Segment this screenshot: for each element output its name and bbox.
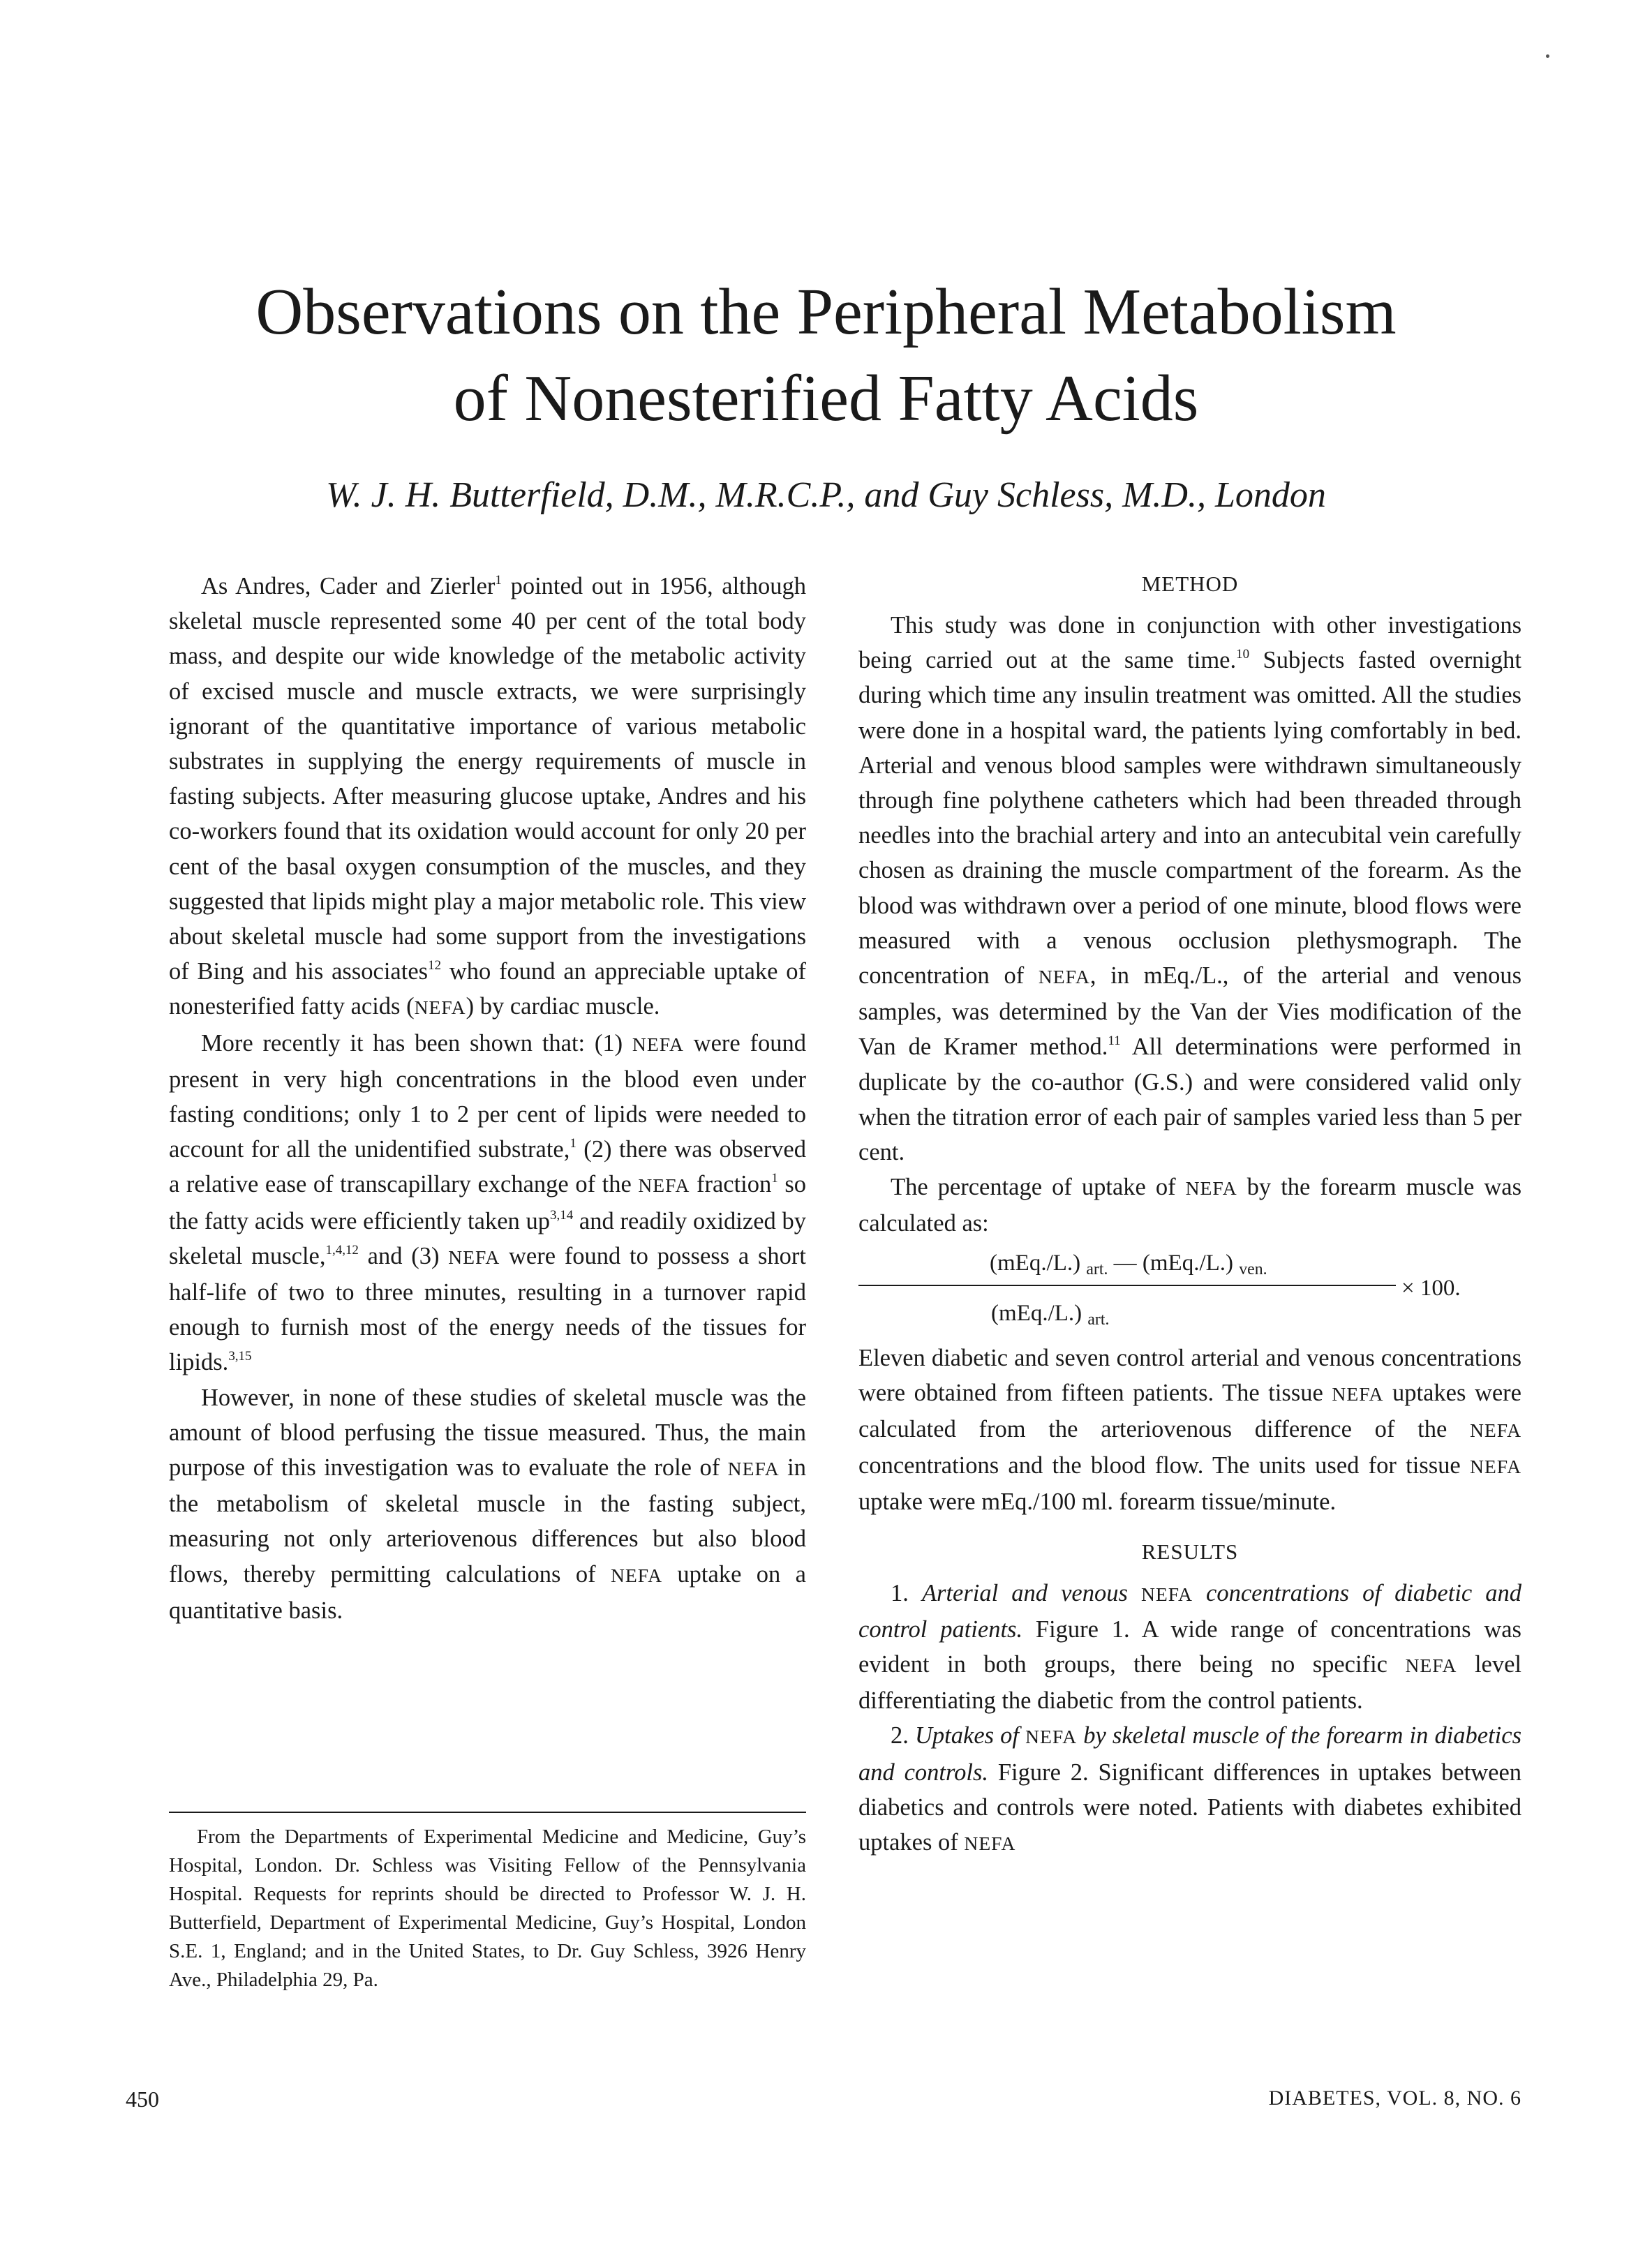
intro-paragraph-1: As Andres, Cader and Zierler$^1$ pointed out in 1956, although skeletal muscle represented some 40 per cent of the total body mass, and despite our wide knowledge of the metabolic activity of excised muscle and muscle extracts, we were surprisingly ignorant of the quantitative importance of various metabolic substrates in supplying the energy requirements of muscle in fasting subjects. After measuring glucose uptake, Andres and his co-workers found that its oxidation would account for only 20 per cent of the basal oxygen consumption of the muscles, and they suggested that lipids might play a major metabolic role. This view about skeletal muscle had some support from the investigations of Bing and his associates$^{12}$ who found an appreciable uptake of nonesterified fatty acids (NEFA) by cardiac muscle.	[169, 572, 807, 1020]
page-number: 450	[126, 2087, 159, 2112]
affiliation-footnote: From the Departments of Experimental Medicine and Medicine, Guy’s Hospital, London. Dr. Schless was Visiting Fellow of the Pennsylvania Hospital. Requests for reprints should be directed to Professor W. J. H. Butterfield, Department of Experimental Medicine, Guy’s Hospital, London S.E. 1, England; and in the United States, to Dr. Guy Schless, 3926 Henry Ave., Philadelphia 29, Pa.	[169, 1812, 806, 1994]
formula-denominator: (mEq./L.) $_{art.}$	[991, 1300, 1110, 1329]
title-line-1: Observations on the Peripheral Metabolism	[255, 276, 1397, 348]
author-byline: W. J. H. Butterfield, D.M., M.R.C.P., and Guy Schless, M.D., London	[326, 475, 1326, 515]
intro-paragraph-3: However, in none of these studies of skeletal muscle was the amount of blood perfusing the tissue measured. Thus, the main purpose of this investigation was to evaluate the role of NEFA in the metabolism of skeletal muscle in the fasting subject, measuring not only arteriovenous differences but also blood flows, thereby permitting calculations of NEFA uptake on a quantitative basis.	[169, 1384, 806, 1624]
intro-paragraph-2: More recently it has been shown that: (1) NEFA were found present in very high concentrations in the blood even under fasting conditions; only 1 to 2 per cent of lipids were needed to account for all the unidentified substrate,$^1$ (2) there was observed a relative ease of transcapillary exchange of the NEFA fraction$^1$ so the fatty acids were efficiently taken up$^{3,14}$ and readily oxidized by skeletal muscle,$^{1,4,12}$ and (3) NEFA were found to possess a short half-life of two to three minutes, resulting in a turnover rapid enough to furnish most of the energy needs of the tissues for lipids.$^{3,15}$	[169, 1029, 806, 1376]
left-column	[169, 569, 806, 1628]
formula-multiplier: × 100.	[1401, 1275, 1461, 1301]
method-paragraph-3: Eleven diabetic and seven control arterial and venous concentrations were obtained from fifteen patients. The tissue NEFA uptakes were calculated from the arteriovenous difference of the NEFA concentrations and the blood flow. The units used for tissue NEFA uptake were mEq./100 ml. forearm tissue/minute.	[858, 1344, 1521, 1516]
uptake-formula	[858, 1241, 1521, 1341]
results-heading: RESULTS	[1141, 1539, 1239, 1564]
title-line-2: of Nonesterified Fatty Acids	[453, 362, 1199, 435]
method-paragraph-2: The percentage of uptake of NEFA by the forearm muscle was calculated as:	[858, 1174, 1521, 1237]
article-title	[0, 269, 1652, 442]
results-paragraph-2: 2. Uptakes of NEFA by skeletal muscle of the forearm in diabetics and controls. Figure 2. Significant differences in uptakes between diabetics and controls were noted. Patients with diabetes exhibited uptakes of NEFA	[858, 1722, 1522, 1856]
formula-numerator: (mEq./L.) $_{art.}$ — (mEq./L.) $_{ven.}$	[990, 1250, 1267, 1278]
journal-running-foot: DIABETES, VOL. 8, NO. 6	[1268, 2087, 1521, 2110]
right-column	[858, 569, 1521, 1861]
page-speck	[1546, 54, 1549, 58]
method-heading: METHOD	[1141, 572, 1239, 596]
formula-fraction-bar	[858, 1285, 1396, 1286]
results-paragraph-1: 1. Arterial and venous NEFA concentrations of diabetic and control patients. Figure 1. A wide range of concentrations was evident in both groups, there being no specific NEFA level differentiating the diabetic from the control patients.	[858, 1579, 1522, 1715]
method-paragraph-1: This study was done in conjunction with other investigations being carried out at the same time.$^{10}$ Subjects fasted overnight during which time any insulin treatment was omitted. All the studies were done in a hospital ward, the patients lying comfortably in bed. Arterial and venous blood samples were withdrawn simultaneously through fine polythene catheters which had been threaded through needles into the brachial artery and into an antecubital vein carefully chosen as draining the muscle compartment of the forearm. As the blood was withdrawn over a period of one minute, blood flows were measured with a venous occlusion plethysmograph. The concentration of NEFA, in mEq./​L., of the arterial and venous samples, was determined by the Van der Vies modification of the Van de Kramer method.$^{11}$ All determinations were performed in duplicate by the co-author (G.S.) and were considered valid only when the titration error of each pair of samples varied less than 5 per cent.	[858, 612, 1522, 1166]
